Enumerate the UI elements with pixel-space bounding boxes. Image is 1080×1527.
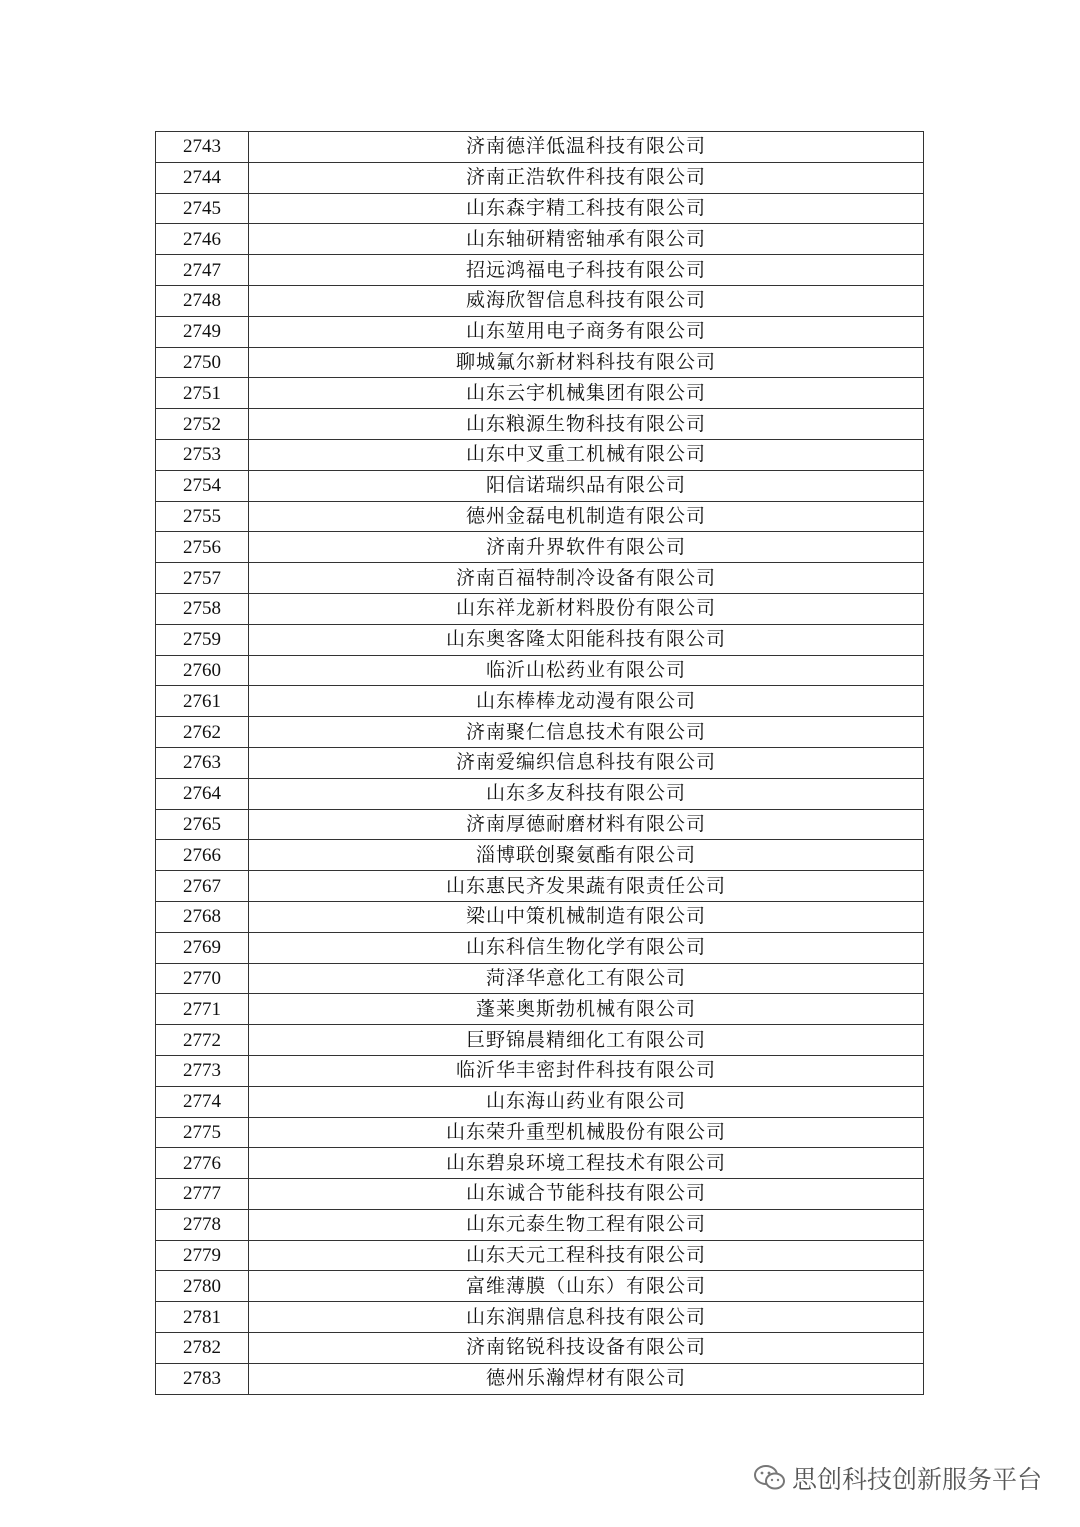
row-number: 2763: [156, 747, 249, 778]
company-name: 山东云宇机械集团有限公司: [249, 378, 924, 409]
company-name: 山东轴研精密轴承有限公司: [249, 224, 924, 255]
table-row: [156, 563, 924, 594]
row-number: 2776: [156, 1148, 249, 1179]
table-row: [156, 932, 924, 963]
row-number: 2743: [156, 132, 249, 163]
table-row: [156, 1363, 924, 1394]
table-row: [156, 316, 924, 347]
table-row: [156, 624, 924, 655]
row-number: 2747: [156, 255, 249, 286]
company-name: 山东森宇精工科技有限公司: [249, 193, 924, 224]
row-number: 2765: [156, 809, 249, 840]
row-number: 2759: [156, 624, 249, 655]
company-name: 蓬莱奥斯勃机械有限公司: [249, 994, 924, 1025]
row-number: 2766: [156, 840, 249, 871]
company-name: 山东荣升重型机械股份有限公司: [249, 1117, 924, 1148]
row-number: 2774: [156, 1086, 249, 1117]
table-row: [156, 1148, 924, 1179]
watermark-text: 思创科技创新服务平台: [791, 1465, 1042, 1494]
wechat-icon: [754, 1464, 786, 1492]
row-number: 2768: [156, 901, 249, 932]
company-name: 巨野锦晨精细化工有限公司: [249, 1025, 924, 1056]
company-name: 山东诚合节能科技有限公司: [249, 1179, 924, 1210]
row-number: 2756: [156, 532, 249, 563]
row-number: 2778: [156, 1209, 249, 1240]
company-name: 济南正浩软件科技有限公司: [249, 162, 924, 193]
row-number: 2769: [156, 932, 249, 963]
table-row: [156, 1025, 924, 1056]
row-number: 2748: [156, 285, 249, 316]
table-row: [156, 1333, 924, 1364]
company-name: 济南厚德耐磨材料有限公司: [249, 809, 924, 840]
company-name: 山东多友科技有限公司: [249, 778, 924, 809]
table-row: [156, 378, 924, 409]
table-row: [156, 1271, 924, 1302]
row-number: 2750: [156, 347, 249, 378]
table-row: [156, 747, 924, 778]
table-row: [156, 1209, 924, 1240]
table-row: [156, 470, 924, 501]
table-row: [156, 840, 924, 871]
table-row: [156, 132, 924, 163]
company-name: 山东惠民齐发果蔬有限责任公司: [249, 871, 924, 902]
company-name: 富维薄膜（山东）有限公司: [249, 1271, 924, 1302]
row-number: 2745: [156, 193, 249, 224]
table-row: [156, 285, 924, 316]
table-row: [156, 224, 924, 255]
company-name: 山东天元工程科技有限公司: [249, 1240, 924, 1271]
company-name: 山东科信生物化学有限公司: [249, 932, 924, 963]
row-number: 2757: [156, 563, 249, 594]
row-number: 2758: [156, 593, 249, 624]
table-row: [156, 347, 924, 378]
row-number: 2753: [156, 439, 249, 470]
table-row: [156, 1086, 924, 1117]
row-number: 2744: [156, 162, 249, 193]
row-number: 2751: [156, 378, 249, 409]
company-name: 德州金磊电机制造有限公司: [249, 501, 924, 532]
row-number: 2782: [156, 1333, 249, 1364]
company-name: 临沂山松药业有限公司: [249, 655, 924, 686]
row-number: 2762: [156, 717, 249, 748]
table-row: [156, 439, 924, 470]
table-row: [156, 686, 924, 717]
table-body: [156, 132, 924, 1395]
company-name: 聊城氟尔新材料科技有限公司: [249, 347, 924, 378]
row-number: 2764: [156, 778, 249, 809]
company-name: 山东中叉重工机械有限公司: [249, 439, 924, 470]
company-name: 山东润鼎信息科技有限公司: [249, 1302, 924, 1333]
row-number: 2783: [156, 1363, 249, 1394]
table-row: [156, 409, 924, 440]
table-row: [156, 162, 924, 193]
company-name: 招远鸿福电子科技有限公司: [249, 255, 924, 286]
table-row: [156, 871, 924, 902]
company-name: 阳信诺瑞织品有限公司: [249, 470, 924, 501]
company-name: 济南百福特制冷设备有限公司: [249, 563, 924, 594]
company-name: 威海欣智信息科技有限公司: [249, 285, 924, 316]
company-name: 梁山中策机械制造有限公司: [249, 901, 924, 932]
company-name: 济南铭锐科技设备有限公司: [249, 1333, 924, 1364]
company-name: 菏泽华意化工有限公司: [249, 963, 924, 994]
company-name: 山东元泰生物工程有限公司: [249, 1209, 924, 1240]
table-row: [156, 1302, 924, 1333]
row-number: 2767: [156, 871, 249, 902]
company-name: 山东堃用电子商务有限公司: [249, 316, 924, 347]
row-number: 2771: [156, 994, 249, 1025]
row-number: 2772: [156, 1025, 249, 1056]
watermark: [754, 1460, 1042, 1496]
row-number: 2773: [156, 1055, 249, 1086]
table-row: [156, 1117, 924, 1148]
row-number: 2775: [156, 1117, 249, 1148]
row-number: 2760: [156, 655, 249, 686]
company-name: 临沂华丰密封件科技有限公司: [249, 1055, 924, 1086]
row-number: 2780: [156, 1271, 249, 1302]
row-number: 2752: [156, 409, 249, 440]
table-row: [156, 1179, 924, 1210]
row-number: 2761: [156, 686, 249, 717]
table-row: [156, 901, 924, 932]
table-row: [156, 255, 924, 286]
table-row: [156, 532, 924, 563]
company-name: 淄博联创聚氨酯有限公司: [249, 840, 924, 871]
company-name: 山东碧泉环境工程技术有限公司: [249, 1148, 924, 1179]
row-number: 2746: [156, 224, 249, 255]
company-name: 济南爱编织信息科技有限公司: [249, 747, 924, 778]
company-name: 济南升界软件有限公司: [249, 532, 924, 563]
company-name: 山东祥龙新材料股份有限公司: [249, 593, 924, 624]
row-number: 2777: [156, 1179, 249, 1210]
company-list-table: [155, 131, 924, 1395]
company-name: 山东棒棒龙动漫有限公司: [249, 686, 924, 717]
company-name: 德州乐瀚焊材有限公司: [249, 1363, 924, 1394]
table-row: [156, 593, 924, 624]
row-number: 2779: [156, 1240, 249, 1271]
company-name: 山东粮源生物科技有限公司: [249, 409, 924, 440]
table-row: [156, 1240, 924, 1271]
table-row: [156, 778, 924, 809]
table-row: [156, 809, 924, 840]
row-number: 2781: [156, 1302, 249, 1333]
table-row: [156, 717, 924, 748]
row-number: 2755: [156, 501, 249, 532]
row-number: 2770: [156, 963, 249, 994]
table-row: [156, 963, 924, 994]
table-row: [156, 1055, 924, 1086]
table-row: [156, 655, 924, 686]
table-row: [156, 501, 924, 532]
company-name: 济南德洋低温科技有限公司: [249, 132, 924, 163]
company-name: 山东海山药业有限公司: [249, 1086, 924, 1117]
table-row: [156, 994, 924, 1025]
table-row: [156, 193, 924, 224]
company-name: 济南聚仁信息技术有限公司: [249, 717, 924, 748]
company-name: 山东奥客隆太阳能科技有限公司: [249, 624, 924, 655]
row-number: 2754: [156, 470, 249, 501]
row-number: 2749: [156, 316, 249, 347]
